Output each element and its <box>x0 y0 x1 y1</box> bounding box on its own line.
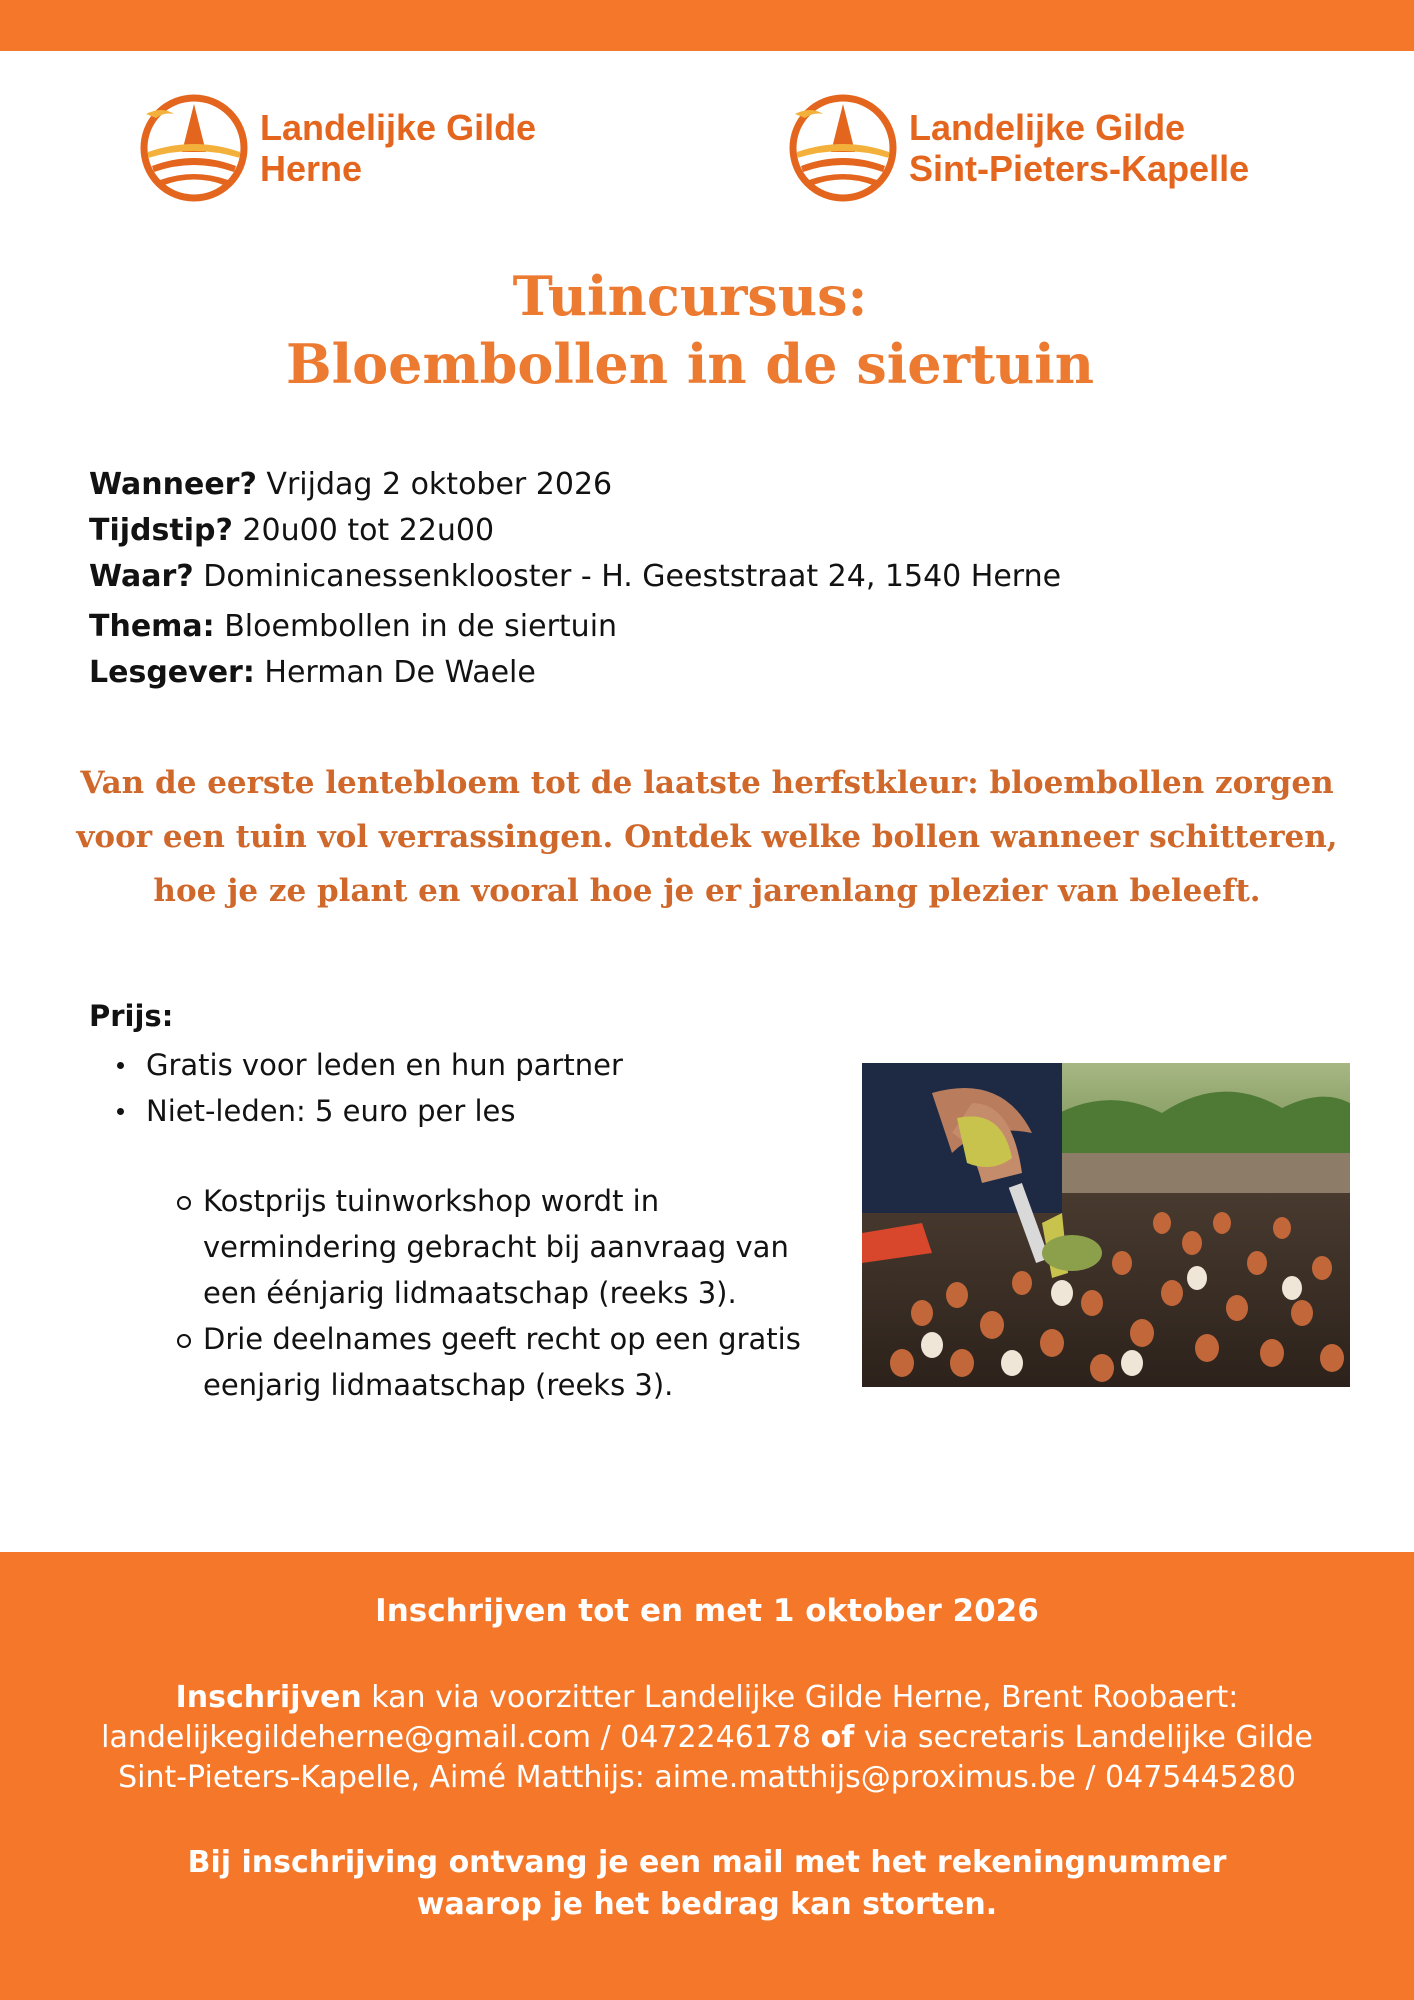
price-item-non-members: Niet-leden: 5 euro per les <box>89 1088 829 1134</box>
price-heading: Prijs: <box>89 999 174 1033</box>
photo-illustration <box>862 1063 1350 1387</box>
top-banner-bar <box>0 0 1414 51</box>
page-title <box>0 262 1380 398</box>
tulip-bulbs-planting-photo <box>862 1063 1350 1387</box>
detail-label: Tijdstip? <box>89 513 233 548</box>
registration-deadline: Inschrijven tot en met 1 oktober 2026 <box>375 1593 1039 1629</box>
contact-line2 <box>70 1718 1344 1758</box>
price-item-members: Gratis voor leden en hun partner <box>89 1042 829 1088</box>
note-line1: Bij inschrijving ontvang je een mail met het rekeningnummer <box>187 1845 1227 1880</box>
contact-line3[interactable]: Sint-Pieters-Kapelle, Aimé Matthijs: aime.matthijs@proximus.be / 0475445280 <box>118 1760 1296 1795</box>
intro-paragraph <box>40 756 1374 918</box>
contact-text2[interactable]: landelijkegildeherne@gmail.com / 0472246178 <box>101 1720 821 1755</box>
detail-where <box>89 554 1061 600</box>
landelijke-gilde-logo-icon <box>138 92 250 204</box>
contact-bold-or: of <box>820 1720 855 1755</box>
title-line1: Tuincursus: <box>512 264 868 328</box>
price-sub-list <box>89 1178 829 1408</box>
contact-line1 <box>70 1678 1344 1718</box>
price-sub-item-workshop-cost: Kostprijs tuinworkshop wordt in vermindering gebracht bij aanvraag van een éénjarig lidmaatschap (reeks 3). <box>89 1178 829 1316</box>
price-section <box>89 996 829 1408</box>
detail-value: Herman De Waele <box>264 655 536 690</box>
intro-line2: voor een tuin vol verrassingen. Ontdek welke bollen wanneer schitteren, <box>76 819 1338 855</box>
detail-value: 20u00 tot 22u00 <box>242 513 495 548</box>
intro-line3: hoe je ze plant en vooral hoe je er jarenlang plezier van beleeft. <box>153 873 1261 909</box>
detail-value: Bloembollen in de siertuin <box>224 609 618 644</box>
logo-line1: Landelijke Gilde <box>909 107 1186 148</box>
logo-landelijke-gilde-sint-pieters-kapelle <box>787 92 1249 204</box>
detail-label: Wanneer? <box>89 467 257 502</box>
contact-text1: kan via voorzitter Landelijke Gilde Herne, Brent Roobaert: <box>361 1680 1239 1715</box>
registration-note <box>0 1842 1414 1926</box>
logo-line1: Landelijke Gilde <box>260 107 537 148</box>
detail-theme <box>89 604 1061 650</box>
detail-value: Vrijdag 2 oktober 2026 <box>266 467 613 502</box>
logo-line2: Herne <box>260 148 363 189</box>
price-list <box>89 1042 829 1134</box>
detail-when <box>89 462 1061 508</box>
detail-label: Lesgever: <box>89 655 255 690</box>
registration-footer <box>0 1552 1414 2000</box>
intro-line1: Van de eerste lentebloem tot de laatste herfstkleur: bloembollen zorgen <box>80 765 1334 801</box>
contact-text3: via secretaris Landelijke Gilde <box>854 1720 1313 1755</box>
detail-value: Dominicanessenklooster - H. Geeststraat 24, 1540 Herne <box>203 559 1062 594</box>
registration-contact <box>70 1678 1344 1798</box>
title-line2: Bloembollen in de siertuin <box>285 332 1095 396</box>
detail-time <box>89 508 1061 554</box>
detail-label: Thema: <box>89 609 215 644</box>
detail-label: Waar? <box>89 559 194 594</box>
price-sub-item-free-membership: Drie deelnames geeft recht op een gratis eenjarig lidmaatschap (reeks 3). <box>89 1316 829 1408</box>
detail-teacher <box>89 650 1061 696</box>
logo-line2: Sint-Pieters-Kapelle <box>909 148 1250 189</box>
landelijke-gilde-logo-icon <box>787 92 899 204</box>
logo-landelijke-gilde-herne <box>138 92 536 204</box>
note-line2: waarop je het bedrag kan storten. <box>416 1887 998 1922</box>
event-details <box>89 462 1061 696</box>
contact-bold-register: Inschrijven <box>175 1680 362 1715</box>
